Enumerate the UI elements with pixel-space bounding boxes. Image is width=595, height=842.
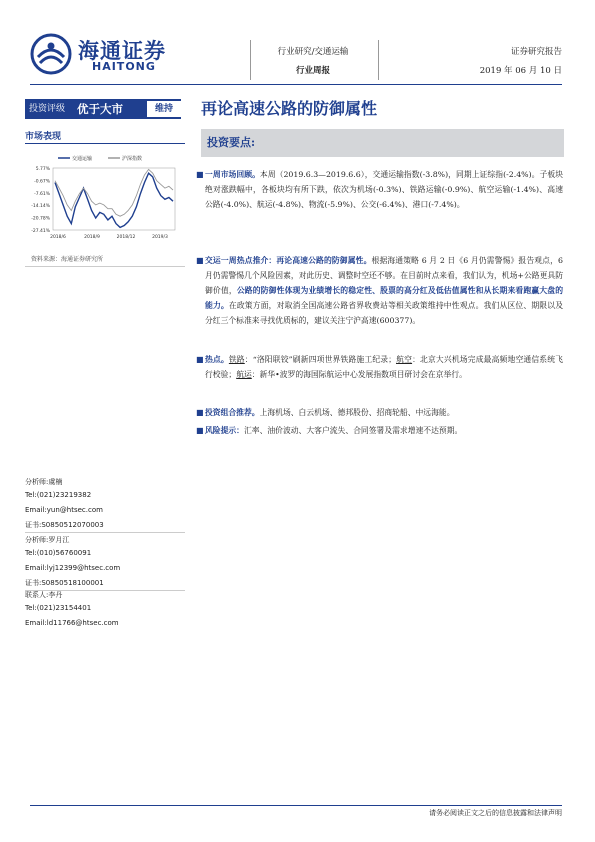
series-line (55, 173, 173, 227)
analyst-tel: Tel:(021)23219382 (25, 491, 92, 499)
section-rule (25, 266, 185, 267)
paragraph-weekly-hotspot (196, 253, 564, 328)
y-tick-label: -27.41% (31, 229, 50, 234)
footer-rule (30, 805, 562, 806)
paragraph-body: 根据海通策略 6 月 2 日《6 月仍需警惕》报告观点，6 月仍需警惕几个风险因素，对此历史、调整时空还不够。在目前时点来看，我们认为，机场+公路更具防御价值， (205, 256, 563, 295)
analyst-email[interactable]: Email:lyj12399@htsec.com (25, 564, 121, 572)
key-points-bar (201, 129, 564, 157)
paragraph-body: 上海机场、白云机场、德邦股份、招商轮船、中远海能。 (259, 408, 455, 417)
bullet-icon: ■ (196, 426, 204, 435)
topic-text: ：新华•波罗的海国际航运中心发展指数项目研讨会在京举行。 (251, 370, 467, 379)
analyst-name: 分析师:罗月江 (25, 536, 70, 544)
section-rule (25, 143, 185, 144)
bullet-icon: ■ (196, 256, 204, 265)
report-date: 2019 年 06 月 10 日 (479, 66, 562, 76)
rating-label: 投资评级 (29, 104, 66, 114)
logo-english-name: HAITONG (92, 60, 156, 73)
paragraph-risk (196, 423, 563, 438)
paragraph-body: 在政策方面，对取消全国高速公路省界收费站等相关政策维持中性观点。我们从区位、期限以及分红三个标准来寻找优质标的，建议关注宁沪高速(600377)。 (205, 301, 564, 325)
topic-keyword: 航空 (396, 355, 413, 364)
paragraph-heading: 投资组合推荐。 (205, 408, 260, 417)
rating-value: 优于大市 (77, 102, 123, 116)
y-tick-label: -0.67% (34, 179, 50, 185)
page-title: 再论高速公路的防御属性 (201, 99, 378, 118)
market-chart (25, 150, 185, 250)
series-line (55, 169, 173, 216)
header-rule (30, 84, 562, 85)
info-divider (25, 532, 185, 533)
paragraph-heading: 风险提示： (205, 426, 244, 435)
report-category: 行业研究/交通运输 (277, 47, 349, 57)
topic-text: ：“洛阳联铰”刷新四项世界铁路施工纪录； (244, 355, 397, 364)
topic-text: ：北京大兴机场完成最高频地空通信系统飞行校验； (205, 355, 563, 379)
rating-status: 维持 (147, 101, 181, 117)
y-tick-label: -7.61% (34, 191, 50, 197)
analyst-cert: 证书:S0850518100001 (25, 579, 104, 587)
market-section-label: 市场表现 (25, 132, 62, 142)
paragraph-hot-topics (196, 352, 563, 382)
topic-keyword: 铁路 (228, 355, 245, 364)
bullet-icon: ■ (196, 355, 204, 364)
y-tick-label: -20.78% (31, 216, 50, 222)
y-tick-label: 5.77% (35, 167, 50, 172)
contact-email[interactable]: Email:ld11766@htsec.com (25, 619, 119, 627)
x-tick-label: 2018/6 (50, 235, 66, 240)
paragraph-heading: 热点。 (205, 355, 229, 364)
x-tick-label: 2018/12 (116, 235, 136, 240)
report-class: 证券研究报告 (510, 47, 562, 57)
key-points-label: 投资要点: (207, 136, 256, 149)
paragraph-heading: 交运一周热点推介：再论高速公路的防御属性。 (205, 256, 372, 265)
topic-keyword: 航运 (236, 370, 252, 379)
x-tick-label: 2019/3 (152, 235, 168, 240)
legend-label: 沪深指数 (122, 156, 143, 162)
legend-label: 交通运输 (72, 156, 93, 162)
rating-box (25, 99, 181, 119)
haitong-logo (30, 33, 180, 78)
header-divider (250, 40, 251, 80)
chart-source: 资料来源：海通证券研究所 (31, 256, 104, 263)
header-divider (378, 40, 379, 80)
analyst-name: 分析师:虞楠 (25, 478, 63, 486)
footer-disclaimer: 请务必阅读正文之后的信息披露和法律声明 (429, 809, 562, 817)
bullet-icon: ■ (196, 408, 204, 417)
analyst-email[interactable]: Email:yun@htsec.com (25, 506, 103, 514)
bullet-icon: ■ (196, 170, 204, 179)
paragraph-body: 汇率、油价波动、大客户流失、合同签署及需求增速不达预期。 (243, 426, 463, 435)
analyst-cert: 证书:S0850512070003 (25, 521, 104, 529)
logo-chinese-name: 海通证券 (78, 38, 166, 63)
paragraph-heading: 一周市场回顾。 (205, 170, 260, 179)
paragraph-market-review (196, 167, 564, 212)
paragraph-body: 本周（2019.6.3—2019.6.6），交通运输指数(-3.8%)，同期上证综指(-2.4%)。子板块绝对涨跌幅中，各板块均有所下跌，依次为机场(-0.3%)、铁路运输(-0.9%)、航空运输(-1.4%)、高速公路(-4.0%)、航运(-4.8%)、物流(-5.9%)、公交(-6.4%)、港口(-7.4%)。 (205, 170, 564, 209)
contact-name: 联系人:李丹 (25, 591, 63, 599)
report-type: 行业周报 (295, 66, 330, 76)
paragraph-emphasis: 公路的防御性体现为业绩增长的稳定性、股票的高分红及低估值属性和从长期来看跑赢大盘的能力。 (205, 286, 564, 310)
y-tick-label: -14.14% (31, 204, 50, 210)
analyst-tel: Tel:(010)56760091 (25, 549, 92, 557)
x-tick-label: 2018/9 (84, 235, 100, 240)
paragraph-portfolio (196, 405, 563, 420)
haitong-logo-icon (30, 33, 72, 75)
contact-tel: Tel:(021)23154401 (25, 604, 92, 612)
